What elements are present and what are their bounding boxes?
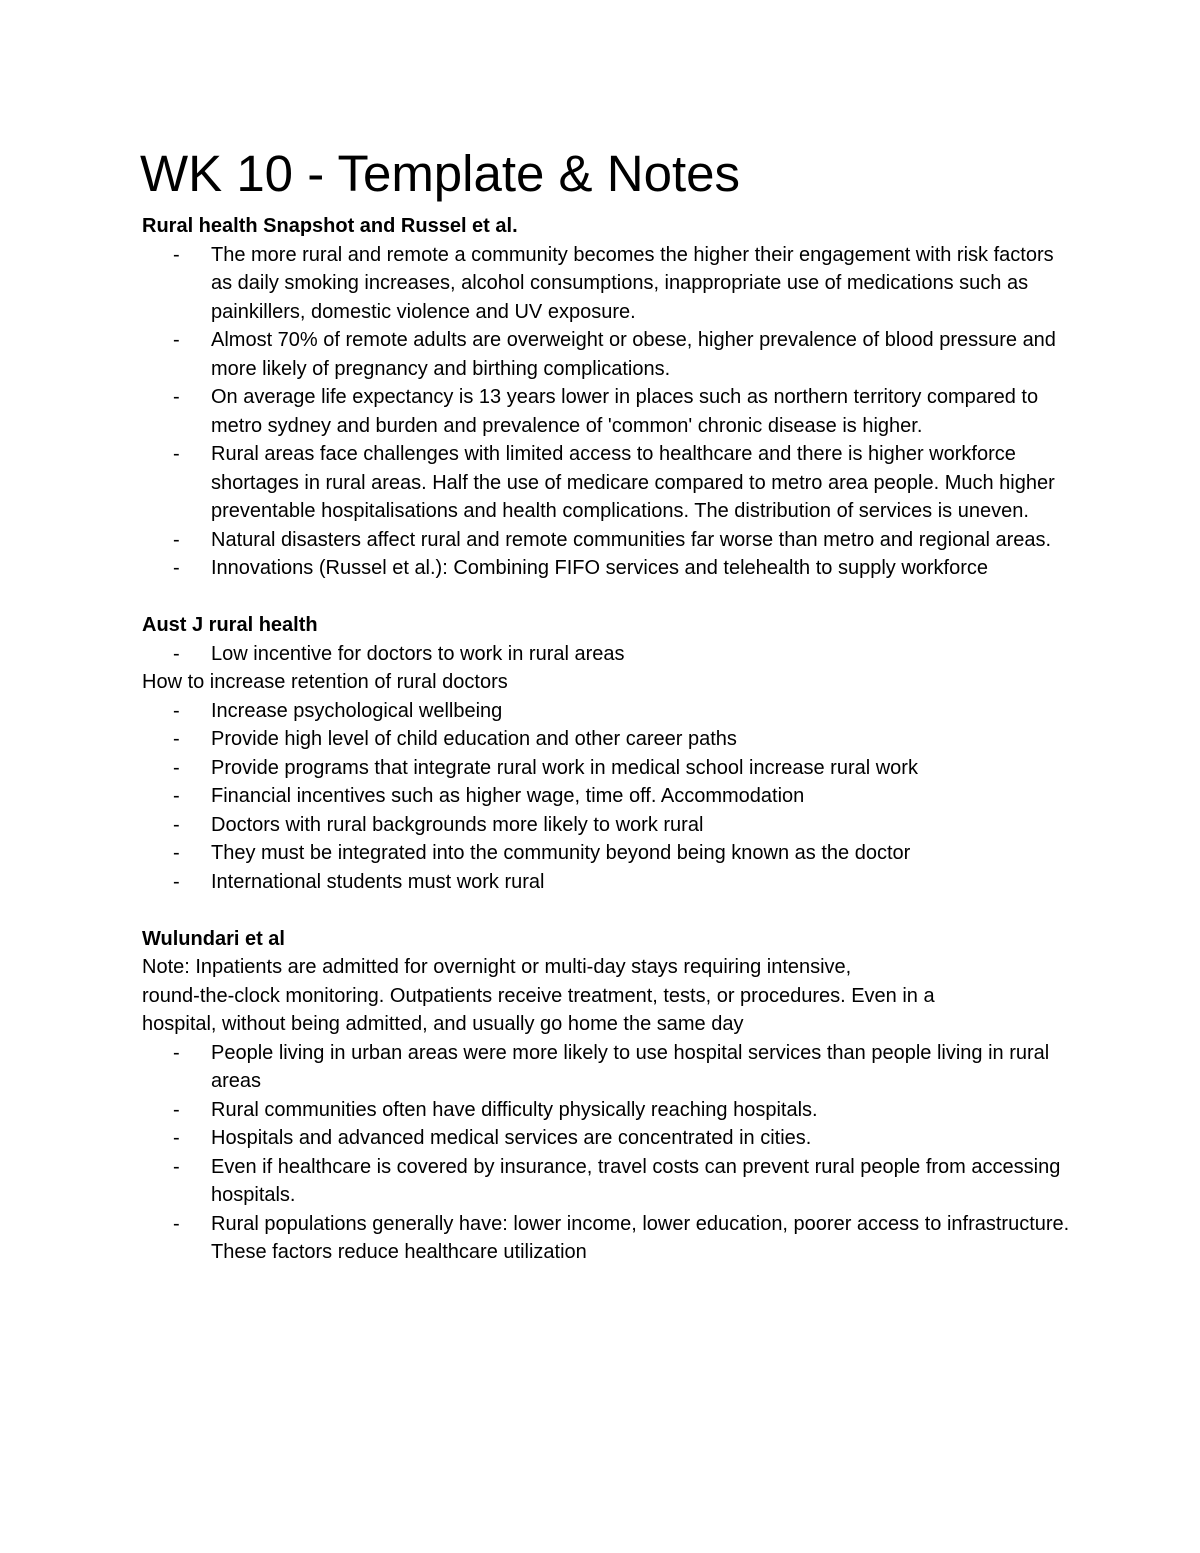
section-heading: Rural health Snapshot and Russel et al. xyxy=(142,215,518,237)
list-item xyxy=(142,383,1072,440)
list-item xyxy=(142,1124,1072,1153)
dash-bullet-icon: - xyxy=(173,870,180,893)
list-item xyxy=(142,868,1072,897)
list-item-text: Doctors with rural backgrounds more likely to work rural xyxy=(211,813,704,836)
list-item-text: Rural populations generally have: lower income, lower education, poorer access to infrastructure. These factors reduce healthcare utilization xyxy=(211,1212,1070,1263)
list-item-text: Even if healthcare is covered by insurance, travel costs can prevent rural people from accessing hospitals. xyxy=(211,1155,1061,1206)
dash-bullet-icon: - xyxy=(173,557,180,579)
list-item xyxy=(142,811,1072,840)
dash-bullet-icon: - xyxy=(173,785,180,807)
list-item xyxy=(142,326,1072,383)
list-item-text: Increase psychological wellbeing xyxy=(211,699,503,722)
list-item xyxy=(142,241,1072,327)
list-item xyxy=(142,697,1072,726)
list-item-text: Natural disasters affect rural and remote communities far worse than metro and regional areas. xyxy=(211,528,1052,551)
list-item-text: People living in urban areas were more likely to use hospital services than people living in rural areas xyxy=(211,1041,1050,1092)
list-item xyxy=(142,782,1072,811)
dash-bullet-icon: - xyxy=(173,1212,180,1235)
dash-bullet-icon: - xyxy=(173,1155,180,1178)
page-title: WK 10 - Template & Notes xyxy=(140,145,740,202)
list-item xyxy=(142,1210,1072,1267)
dash-bullet-icon: - xyxy=(173,1127,180,1149)
dash-bullet-icon: - xyxy=(173,243,180,266)
list-item-text: On average life expectancy is 13 years lower in places such as northern territory compared to metro sydney and burden and prevalence of 'common' chronic disease is higher. xyxy=(211,386,1039,437)
list-item xyxy=(142,725,1072,754)
list-item-text: International students must work rural xyxy=(211,870,545,893)
list-item-text: Rural communities often have difficulty physically reaching hospitals. xyxy=(211,1098,818,1121)
dash-bullet-icon: - xyxy=(173,642,180,665)
list-item xyxy=(142,754,1072,783)
list-item xyxy=(142,1153,1072,1210)
list-item-text: The more rural and remote a community becomes the higher their engagement with risk factors as daily smoking increases, alcohol consumptions, inappropriate use of medications such as painkillers, domestic violence and UV exposure. xyxy=(211,243,1054,323)
subheading-text: How to increase retention of rural doctors xyxy=(142,671,508,693)
list-item-text: Hospitals and advanced medical services are concentrated in cities. xyxy=(211,1127,812,1149)
dash-bullet-icon: - xyxy=(173,1098,180,1121)
bullet-list xyxy=(142,697,1072,897)
section-heading: Aust J rural health xyxy=(142,614,318,636)
note-line: hospital, without being admitted, and usually go home the same day xyxy=(142,1013,744,1035)
dash-bullet-icon: - xyxy=(173,386,180,408)
bullet-list xyxy=(142,640,1072,669)
section-wulundari-et-al xyxy=(142,925,1072,1267)
dash-bullet-icon: - xyxy=(173,699,180,722)
dash-bullet-icon: - xyxy=(173,728,180,750)
dash-bullet-icon: - xyxy=(173,1041,180,1064)
list-item xyxy=(142,1096,1072,1125)
list-item xyxy=(142,526,1072,555)
list-item-text: Almost 70% of remote adults are overweight or obese, higher prevalence of blood pressure and more likely of pregnancy and birthing complications. xyxy=(211,329,1056,380)
bullet-list xyxy=(142,241,1072,583)
list-item-text: Innovations (Russel et al.): Combining FIFO services and telehealth to supply workforce xyxy=(211,557,989,579)
list-item xyxy=(142,640,1072,669)
note-line: round-the-clock monitoring. Outpatients receive treatment, tests, or procedures. Even in a xyxy=(142,984,935,1007)
dash-bullet-icon: - xyxy=(173,813,180,836)
note-line: Note: Inpatients are admitted for overnight or multi-day stays requiring intensive, xyxy=(142,956,852,978)
section-aust-j-rural-health xyxy=(142,611,1072,896)
list-item-text: Low incentive for doctors to work in rural areas xyxy=(211,642,625,665)
list-item xyxy=(142,839,1072,868)
dash-bullet-icon: - xyxy=(173,528,180,551)
list-item-text: Rural areas face challenges with limited access to healthcare and there is higher workforce shortages in rural areas. Half the use of medicare compared to metro area people. Much higher preventable hospitalisations and health complications. The distribution of services is uneven. xyxy=(211,443,1055,522)
list-item-text: Financial incentives such as higher wage, time off. Accommodation xyxy=(211,785,805,807)
list-item-text: They must be integrated into the community beyond being known as the doctor xyxy=(211,842,911,864)
dash-bullet-icon: - xyxy=(173,842,180,864)
dash-bullet-icon: - xyxy=(173,329,180,351)
document-body xyxy=(142,212,1072,1267)
list-item xyxy=(142,554,1072,583)
list-item xyxy=(142,440,1072,526)
dash-bullet-icon: - xyxy=(173,443,180,465)
list-item-text: Provide high level of child education and other career paths xyxy=(211,728,737,750)
list-item-text: Provide programs that integrate rural work in medical school increase rural work xyxy=(211,756,918,779)
list-item xyxy=(142,1039,1072,1096)
section-rural-health-snapshot xyxy=(142,212,1072,583)
bullet-list xyxy=(142,1039,1072,1267)
section-heading: Wulundari et al xyxy=(142,927,285,950)
dash-bullet-icon: - xyxy=(173,756,180,779)
